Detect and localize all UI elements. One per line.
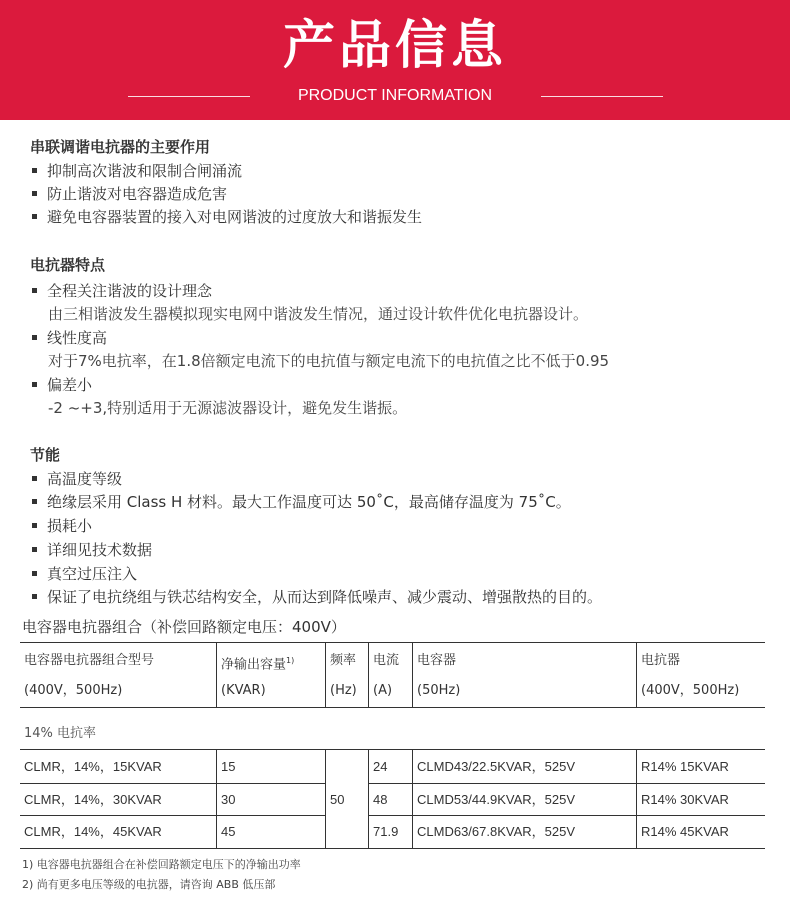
list-item: 抑制高次谐波和限制合闸涌流: [30, 161, 242, 181]
list-item: 真空过压注入: [30, 564, 137, 584]
table-cell-reactor: R14% 15KVAR: [641, 759, 729, 774]
footnote: 2) 尚有更多电压等级的电抗器，请咨询 ABB 低压部: [22, 878, 276, 891]
table-rule: [412, 749, 413, 848]
bullet-icon: [32, 594, 37, 599]
table-rule: [325, 642, 326, 707]
column-unit-reactor: (400V，500Hz): [641, 683, 740, 698]
list-item: 偏差小: [30, 375, 92, 395]
bullet-icon: [32, 476, 37, 481]
table-cell-output: 45: [221, 824, 236, 839]
table-rule: [636, 642, 637, 707]
column-unit-frequency: (Hz): [330, 683, 357, 698]
column-header-output: 净输出容量$^{1)}$: [221, 656, 295, 673]
column-header-reactor: 电抗器: [641, 653, 681, 668]
list-item: 损耗小: [30, 516, 92, 536]
table-rule: [368, 642, 369, 707]
list-item: 全程关注谐波的设计理念: [30, 281, 212, 301]
table-rule: [20, 848, 765, 849]
list-item: 保证了电抗绕组与铁芯结构安全，从而达到降低噪声、减少震动、增强散热的目的。: [30, 587, 602, 607]
table-rule: [412, 642, 413, 707]
table-cell-output: 15: [221, 759, 236, 774]
list-item: 绝缘层采用 Class H 材料。最大工作温度可达 50˚C，最高储存温度为 75˚C。: [30, 492, 571, 512]
table-rule: [368, 749, 369, 848]
column-unit-model: (400V，500Hz): [24, 683, 123, 698]
table-rule: [216, 642, 217, 707]
bullet-icon: [32, 214, 37, 219]
table-cell-capacitor: CLMD43/22.5KVAR，525V: [417, 759, 576, 774]
list-item-note: 对于7%电抗率，在1.8倍额定电流下的电抗值与额定电流下的电抗值之比不低于0.95: [48, 352, 610, 370]
column-unit-output: (KVAR): [221, 683, 266, 698]
bullet-icon: [32, 382, 37, 387]
table-rule: [216, 749, 217, 848]
table-rule: [20, 815, 325, 816]
bullet-icon: [32, 499, 37, 504]
table-rule: [636, 749, 637, 848]
divider-right: [541, 96, 663, 97]
table-rule: [368, 783, 765, 784]
column-header-capacitor: 电容器: [417, 653, 457, 668]
table-cell-current: 48: [373, 792, 388, 807]
column-header-current: 电流: [373, 653, 400, 668]
list-item-note: 由三相谐波发生器模拟现实电网中谐波发生情况，通过设计软件优化电抗器设计。: [48, 305, 589, 323]
list-item: 线性度高: [30, 328, 107, 348]
table-rule: [20, 707, 765, 708]
table-cell-output: 30: [221, 792, 236, 807]
table-rule: [368, 815, 765, 816]
bullet-icon: [32, 335, 37, 340]
list-item: 详细见技术数据: [30, 540, 152, 560]
table-cell-model: CLMR，14%，15KVAR: [24, 759, 162, 774]
table-cell-current: 24: [373, 759, 388, 774]
column-header-frequency: 频率: [330, 653, 357, 668]
bullet-icon: [32, 571, 37, 576]
bullet-icon: [32, 191, 37, 196]
table-cell-capacitor: CLMD53/44.9KVAR，525V: [417, 792, 576, 807]
list-item: 防止谐波对电容器造成危害: [30, 184, 227, 204]
table-cell-reactor: R14% 45KVAR: [641, 824, 729, 839]
section-title-features: 电抗器特点: [30, 256, 106, 274]
bullet-icon: [32, 168, 37, 173]
list-item: 避免电容器装置的接入对电网谐波的过度放大和谐振发生: [30, 207, 422, 227]
column-header-model: 电容器电抗器组合型号: [24, 653, 155, 668]
list-item: 高温度等级: [30, 469, 122, 489]
table-cell-capacitor: CLMD63/67.8KVAR，525V: [417, 824, 576, 839]
bullet-icon: [32, 547, 37, 552]
table-rule: [20, 749, 765, 750]
list-item-note: -2 ~+3,特别适用于无源滤波器设计，避免发生谐振。: [48, 399, 408, 417]
bullet-icon: [32, 523, 37, 528]
bullet-icon: [32, 288, 37, 293]
header-banner: [0, 0, 790, 120]
table-cell-reactor: R14% 30KVAR: [641, 792, 729, 807]
table-rule: [20, 783, 325, 784]
table-cell-model: CLMR，14%，30KVAR: [24, 792, 162, 807]
column-unit-current: (A): [373, 683, 393, 698]
page-title: 产品信息: [282, 16, 507, 76]
table-rule: [20, 642, 765, 643]
section-title-functions: 串联调谐电抗器的主要作用: [30, 138, 211, 156]
footnote: 1) 电容器电抗器组合在补偿回路额定电压下的净输出功率: [22, 858, 301, 871]
table-cell-frequency: 50: [330, 792, 345, 807]
table-cell-current: 71.9: [373, 824, 399, 839]
table-cell-model: CLMR，14%，45KVAR: [24, 824, 162, 839]
page-subtitle: PRODUCT INFORMATION: [297, 87, 493, 104]
table-rule: [325, 749, 326, 848]
table-title: 电容器电抗器组合（补偿回路额定电压：400V）: [22, 618, 346, 636]
group-label: 14% 电抗率: [24, 726, 97, 741]
column-unit-capacitor: (50Hz): [417, 683, 461, 698]
section-title-energy: 节能: [30, 446, 61, 464]
